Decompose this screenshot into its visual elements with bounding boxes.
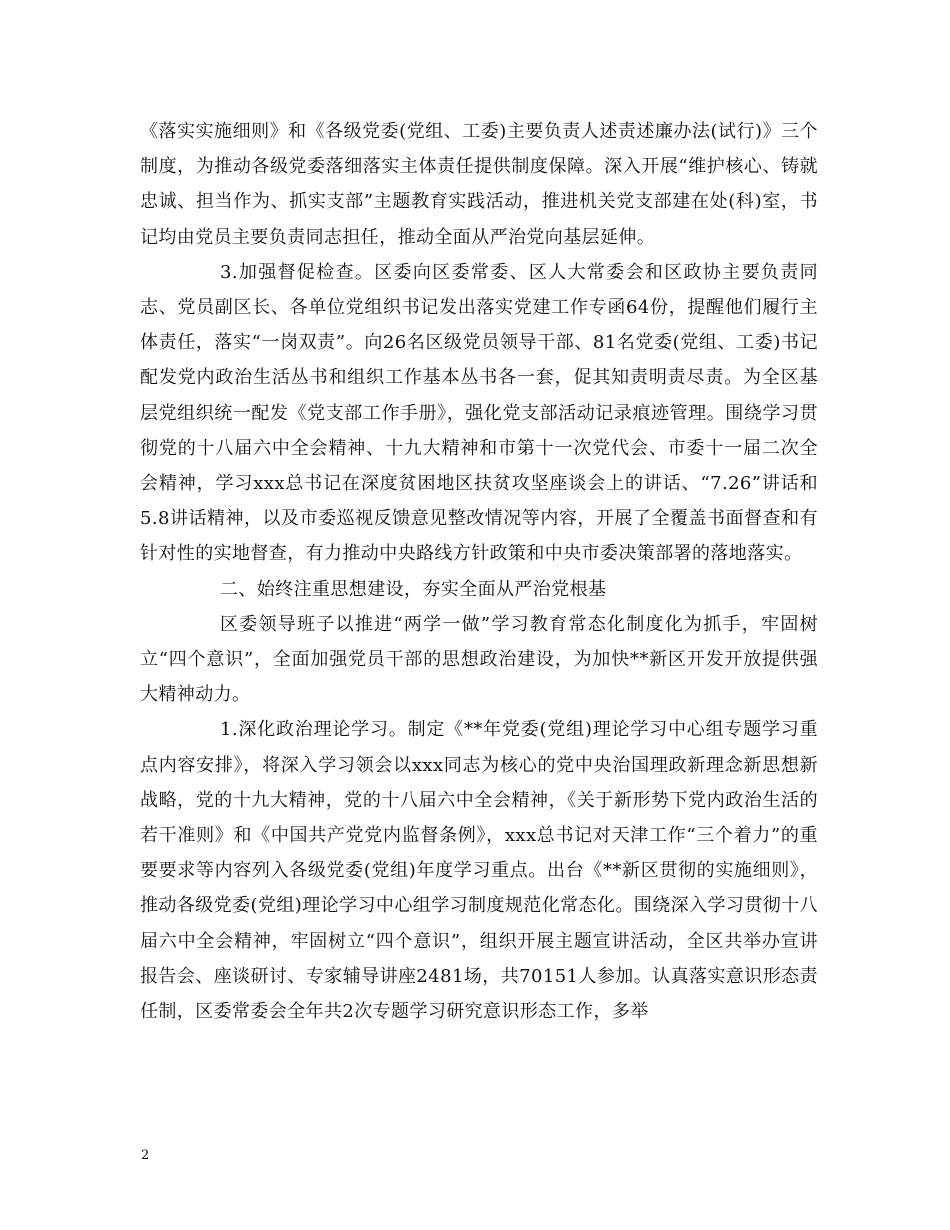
- page-number: 2: [141, 1148, 150, 1163]
- section-heading: 二、始终注重思想建设，夯实全面从严治党根基: [220, 578, 607, 600]
- paragraph-continuation: 《落实实施细则》和《各级党委(党组、工委)主要负责人述责述廉办法(试行)》三个制度，为推动各级党委落细落实主体责任提供制度保障。深入开展“维护核心、铸就忠诚、担当作为、抓实支部”主题教育实践活动，推进机关党支部建在处(科)室，书记均由党员主要负责同志担任，推动全面从严治党向基层延伸。: [140, 121, 818, 248]
- paragraph-theory-study: 1.深化政治理论学习。制定《**年党委(党组)理论学习中心组专题学习重点内容安排》，将深入学习领会以xxx同志为核心的党中央治国理政新理念新思想新战略，党的十九大精神，党的十八届六中全会精神，《关于新形势下党内政治生活的若干准则》和《中国共产党党内监督条例》，xxx总书记对天津工作“三个着力”的重要要求等内容列入各级党委(党组)年度学习重点。出台《**新区贯彻的实施细则》，推动各级党委(党组)理论学习中心组学习制度规范化常态化。围绕深入学习贯彻十八届六中全会精神，牢固树立“四个意识”，组织开展主题宣讲活动，全区共举办宣讲报告会、座谈研讨、专家辅导讲座2481场，共70151人参加。认真落实意识形态责任制，区委常委会全年共2次专题学习研究意识形态工作，多举: [140, 719, 818, 1023]
- paragraph-supervision: 3.加强督促检查。区委向区委常委、区人大常委会和区政协主要负责同志、党员副区长、各单位党组织书记发出落实党建工作专函64份，提醒他们履行主体责任，落实“一岗双责”。向26名区级党员领导干部、81名党委(党组、工委)书记配发党内政治生活丛书和组织工作基本丛书各一套，促其知责明责尽责。为全区基层党组织统一配发《党支部工作手册》，强化党支部活动记录痕迹管理。围绕学习贯彻党的十八届六中全会精神、十九大精神和市第十一次党代会、市委十一届二次全会精神，学习xxx总书记在深度贫困地区扶贫攻坚座谈会上的讲话、“7.26”讲话和5.8讲话精神，以及市委巡视反馈意见整改情况等内容，开展了全覆盖书面督查和有针对性的实地督查，有力推动中央路线方针政策和中央市委决策部署的落地落实。: [140, 261, 818, 565]
- paragraph-section-intro: 区委领导班子以推进“两学一做”学习教育常态化制度化为抓手，牢固树立“四个意识”，全面加强党员干部的思想政治建设，为加快**新区开发开放提供强大精神动力。: [140, 613, 818, 706]
- document-body: [140, 114, 818, 1029]
